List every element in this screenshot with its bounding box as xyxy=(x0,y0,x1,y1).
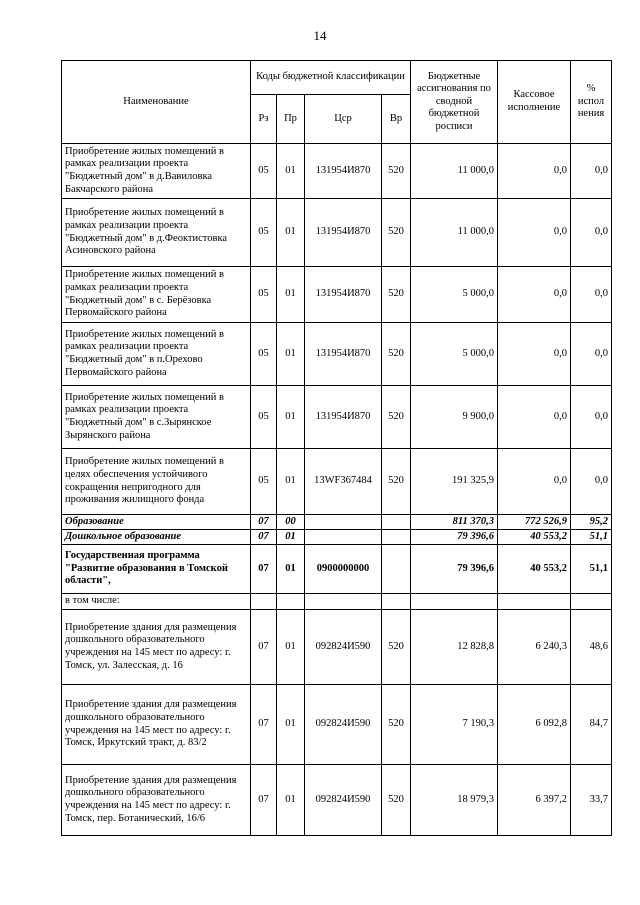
budget-execution-table xyxy=(61,60,612,836)
row-vr: 520 xyxy=(382,765,411,836)
row-allocation: 7 190,3 xyxy=(411,685,498,765)
row-percent: 0,0 xyxy=(571,449,612,515)
row-cash: 6 397,2 xyxy=(498,765,571,836)
table-row xyxy=(62,267,612,323)
table-row xyxy=(62,199,612,267)
row-vr: 520 xyxy=(382,386,411,449)
row-cash: 0,0 xyxy=(498,144,571,199)
row-vr: 520 xyxy=(382,267,411,323)
header-pr: Пр xyxy=(277,95,305,144)
row-rz: 07 xyxy=(251,530,277,545)
header-cash: Кассовое исполнение xyxy=(498,61,571,144)
header-vr: Вр xyxy=(382,95,411,144)
row-pr: 01 xyxy=(277,685,305,765)
row-csr: 0900000000 xyxy=(305,545,382,594)
row-csr: 131954И870 xyxy=(305,144,382,199)
row-pr: 01 xyxy=(277,449,305,515)
row-cash: 772 526,9 xyxy=(498,515,571,530)
table-row xyxy=(62,765,612,836)
row-pr: 01 xyxy=(277,144,305,199)
row-pr: 01 xyxy=(277,610,305,685)
row-pr: 01 xyxy=(277,267,305,323)
row-vr: 520 xyxy=(382,144,411,199)
row-vr xyxy=(382,594,411,610)
table-row xyxy=(62,594,612,610)
row-rz: 05 xyxy=(251,267,277,323)
table-row-program xyxy=(62,545,612,594)
row-csr: 131954И870 xyxy=(305,267,382,323)
row-cash: 0,0 xyxy=(498,323,571,386)
row-name: Приобретение здания для размещения дошкольного образовательного учреждения на 145 мест по адресу: г. Томск, Иркутский тракт, д. 83/2 xyxy=(62,685,251,765)
row-vr xyxy=(382,545,411,594)
row-rz: 05 xyxy=(251,386,277,449)
row-cash: 40 553,2 xyxy=(498,545,571,594)
row-name: Образование xyxy=(62,515,251,530)
row-allocation: 79 396,6 xyxy=(411,530,498,545)
row-vr: 520 xyxy=(382,199,411,267)
header-csr: Цср xyxy=(305,95,382,144)
row-allocation: 811 370,3 xyxy=(411,515,498,530)
row-cash: 40 553,2 xyxy=(498,530,571,545)
row-percent: 95,2 xyxy=(571,515,612,530)
row-csr xyxy=(305,515,382,530)
row-cash: 0,0 xyxy=(498,386,571,449)
row-pr: 01 xyxy=(277,765,305,836)
row-cash: 6 092,8 xyxy=(498,685,571,765)
row-allocation: 11 000,0 xyxy=(411,144,498,199)
page-number: 14 xyxy=(313,28,327,43)
table-row xyxy=(62,610,612,685)
row-rz: 07 xyxy=(251,515,277,530)
row-allocation: 5 000,0 xyxy=(411,323,498,386)
row-vr: 520 xyxy=(382,323,411,386)
row-percent: 51,1 xyxy=(571,530,612,545)
row-rz: 05 xyxy=(251,199,277,267)
row-pr: 01 xyxy=(277,545,305,594)
row-vr: 520 xyxy=(382,685,411,765)
row-pr: 01 xyxy=(277,323,305,386)
header-codes: Коды бюджетной классификации xyxy=(251,61,411,95)
row-rz: 07 xyxy=(251,765,277,836)
row-csr: 092824И590 xyxy=(305,610,382,685)
row-percent: 0,0 xyxy=(571,199,612,267)
row-allocation: 79 396,6 xyxy=(411,545,498,594)
row-csr: 131954И870 xyxy=(305,386,382,449)
header-name: Наименование xyxy=(62,61,251,144)
row-percent: 84,7 xyxy=(571,685,612,765)
row-allocation: 9 900,0 xyxy=(411,386,498,449)
row-pr: 01 xyxy=(277,530,305,545)
row-name: Приобретение жилых помещений в целях обеспечения устойчивого сокращения непригодного для проживания жилищного фонда xyxy=(62,449,251,515)
row-percent: 33,7 xyxy=(571,765,612,836)
row-name: Приобретение жилых помещений в рамках реализации проекта "Бюджетный дом" в с.Зырянское Зырянского района xyxy=(62,386,251,449)
row-percent: 0,0 xyxy=(571,144,612,199)
table-row xyxy=(62,386,612,449)
row-percent: 0,0 xyxy=(571,386,612,449)
row-percent xyxy=(571,594,612,610)
row-name: Приобретение здания для размещения дошкольного образовательного учреждения на 145 мест по адресу: г. Томск, пер. Ботанический, 16/6 xyxy=(62,765,251,836)
row-csr: 092824И590 xyxy=(305,685,382,765)
row-allocation: 11 000,0 xyxy=(411,199,498,267)
row-allocation xyxy=(411,594,498,610)
row-vr xyxy=(382,515,411,530)
row-name: Государственная программа "Развитие образования в Томской области", xyxy=(62,545,251,594)
row-csr xyxy=(305,530,382,545)
row-pr xyxy=(277,594,305,610)
row-percent: 0,0 xyxy=(571,323,612,386)
table-row-section xyxy=(62,515,612,530)
row-csr: 131954И870 xyxy=(305,323,382,386)
row-pr: 01 xyxy=(277,386,305,449)
row-name: в том числе: xyxy=(62,594,251,610)
row-rz: 05 xyxy=(251,449,277,515)
row-csr: 13WF367484 xyxy=(305,449,382,515)
row-vr: 520 xyxy=(382,449,411,515)
row-allocation: 12 828,8 xyxy=(411,610,498,685)
row-percent: 48,6 xyxy=(571,610,612,685)
header-rz: Рз xyxy=(251,95,277,144)
row-csr: 092824И590 xyxy=(305,765,382,836)
row-cash: 0,0 xyxy=(498,449,571,515)
row-allocation: 191 325,9 xyxy=(411,449,498,515)
row-vr xyxy=(382,530,411,545)
row-percent: 0,0 xyxy=(571,267,612,323)
table-row xyxy=(62,449,612,515)
row-vr: 520 xyxy=(382,610,411,685)
row-rz xyxy=(251,594,277,610)
row-pr: 01 xyxy=(277,199,305,267)
header-allocations: Бюджетные ассигнования по сводной бюджетной росписи xyxy=(411,61,498,144)
row-allocation: 18 979,3 xyxy=(411,765,498,836)
header-percent: % испол нения xyxy=(571,61,612,144)
row-csr xyxy=(305,594,382,610)
table-row xyxy=(62,144,612,199)
row-rz: 07 xyxy=(251,685,277,765)
row-name: Приобретение здания для размещения дошкольного образовательного учреждения на 145 мест по адресу: г. Томск, ул. Залесская, д. 16 xyxy=(62,610,251,685)
row-name: Приобретение жилых помещений в рамках реализации проекта "Бюджетный дом" в п.Орехово Первомайского района xyxy=(62,323,251,386)
row-cash xyxy=(498,594,571,610)
row-allocation: 5 000,0 xyxy=(411,267,498,323)
row-rz: 07 xyxy=(251,545,277,594)
row-pr: 00 xyxy=(277,515,305,530)
row-name: Дошкольное образование xyxy=(62,530,251,545)
row-rz: 05 xyxy=(251,323,277,386)
row-csr: 131954И870 xyxy=(305,199,382,267)
table-row xyxy=(62,323,612,386)
row-rz: 05 xyxy=(251,144,277,199)
row-name: Приобретение жилых помещений в рамках реализации проекта "Бюджетный дом" в с. Берёзовка Первомайского района xyxy=(62,267,251,323)
row-name: Приобретение жилых помещений в рамках реализации проекта "Бюджетный дом" в д.Вавиловка Бакчарского района xyxy=(62,144,251,199)
row-cash: 0,0 xyxy=(498,267,571,323)
row-cash: 6 240,3 xyxy=(498,610,571,685)
row-name: Приобретение жилых помещений в рамках реализации проекта "Бюджетный дом" в д.Феоктистовка Асиновского района xyxy=(62,199,251,267)
table-row xyxy=(62,685,612,765)
row-rz: 07 xyxy=(251,610,277,685)
row-percent: 51,1 xyxy=(571,545,612,594)
row-cash: 0,0 xyxy=(498,199,571,267)
table-row-subsection xyxy=(62,530,612,545)
